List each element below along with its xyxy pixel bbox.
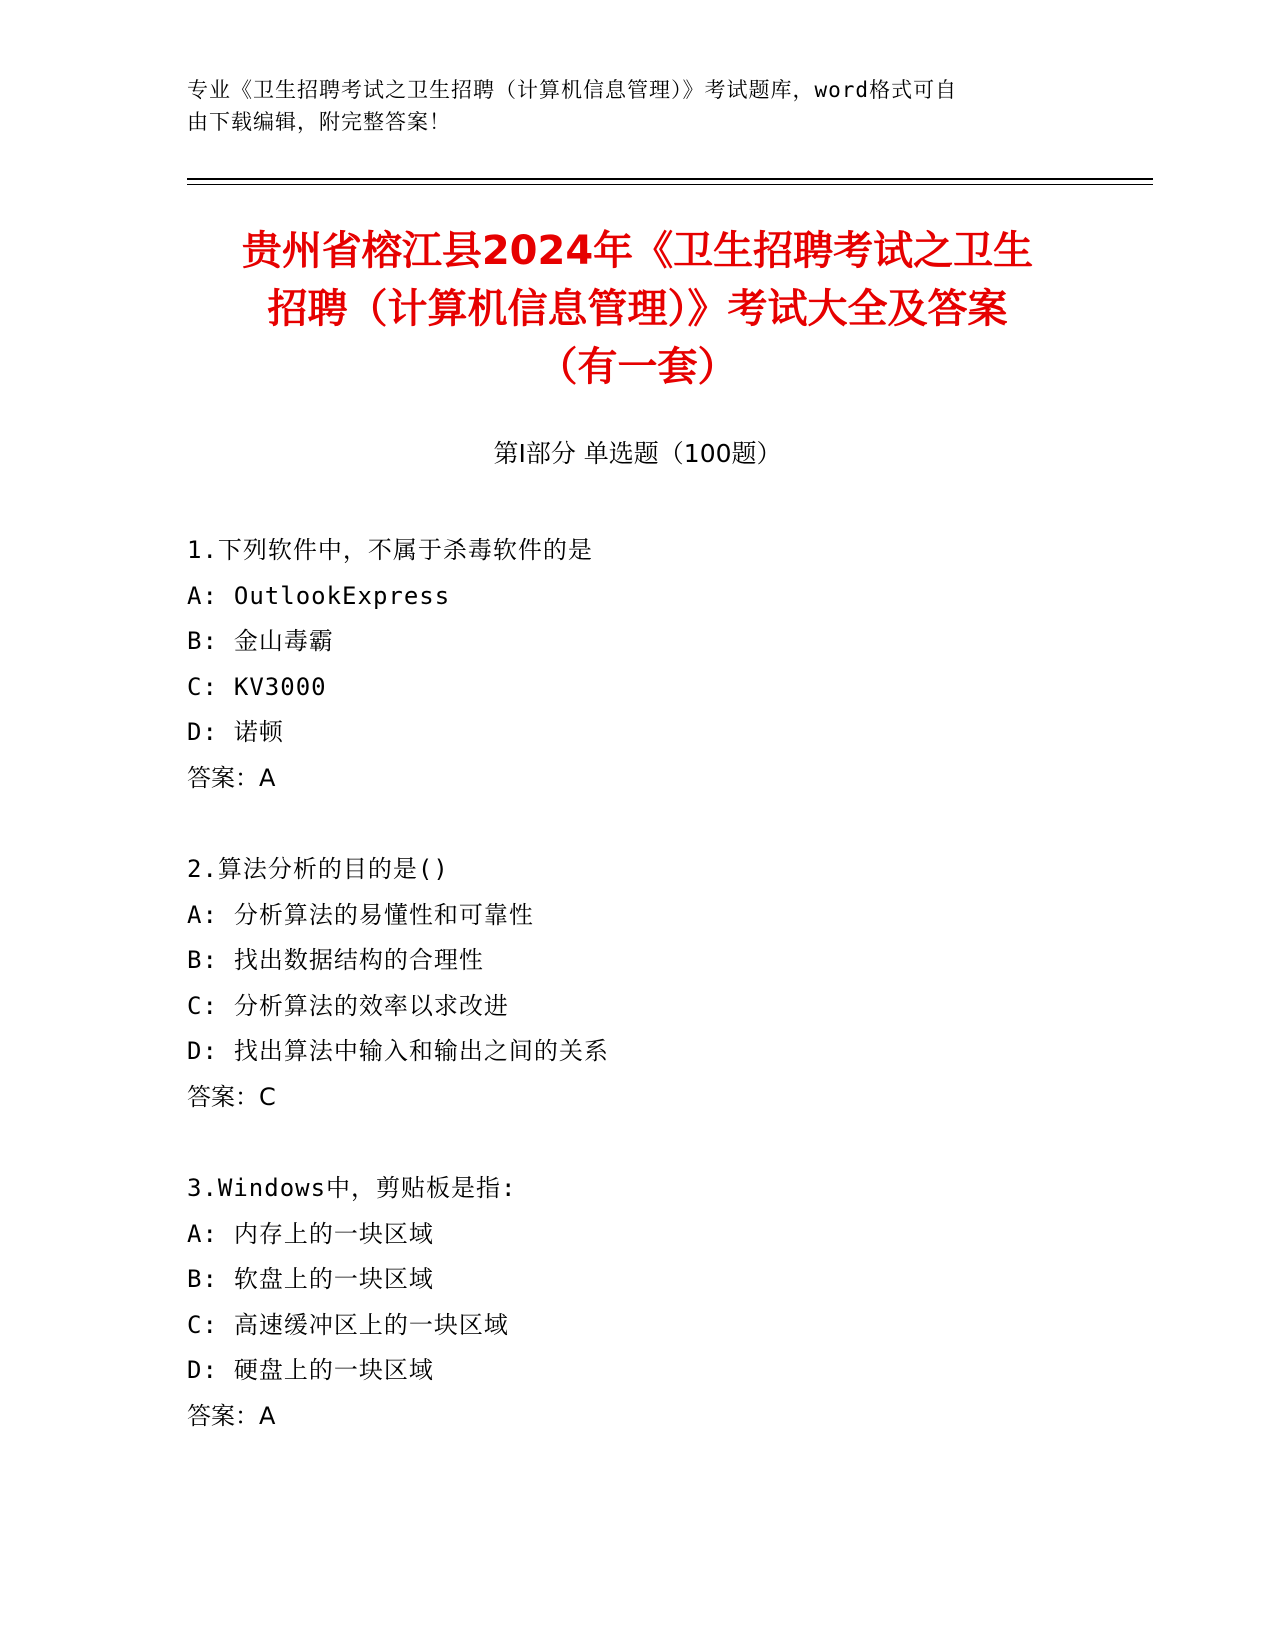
- option-key: D:: [187, 1037, 218, 1065]
- question-list: [187, 528, 1137, 1485]
- header-rule-thick: [187, 178, 1153, 180]
- option-key: B:: [187, 946, 218, 974]
- document-title-line-2: 招聘（计算机信息管理）》考试大全及答案: [267, 286, 1008, 332]
- question-stem: 1.下列软件中，不属于杀毒软件的是: [187, 536, 593, 564]
- option-c: [187, 1303, 1137, 1349]
- option-text: 内存上的一块区域: [233, 1219, 434, 1248]
- option-text: KV3000: [233, 672, 327, 701]
- option-d: [187, 1029, 1137, 1075]
- question-3: [187, 1166, 1137, 1439]
- option-key: A:: [187, 1219, 218, 1248]
- answer-line: 答案：A: [187, 763, 276, 792]
- option-text: 硬盘上的一块区域: [233, 1356, 434, 1384]
- option-d: [187, 710, 1137, 756]
- question-stem: 3.Windows中，剪贴板是指:: [187, 1174, 517, 1202]
- option-b: [187, 619, 1137, 665]
- option-text: OutlookExpress: [233, 581, 451, 610]
- option-key: C:: [187, 1310, 218, 1339]
- option-text: 金山毒霸: [233, 627, 334, 655]
- option-key: A:: [187, 581, 218, 610]
- question-2: [187, 847, 1137, 1120]
- option-key: B:: [187, 627, 218, 655]
- option-key: C:: [187, 991, 218, 1020]
- option-key: B:: [187, 1265, 218, 1293]
- option-key: D:: [187, 718, 218, 746]
- answer-line: 答案：A: [187, 1401, 276, 1430]
- header-note-line-1: 专业《卫生招聘考试之卫生招聘（计算机信息管理）》考试题库，word格式可自: [187, 78, 958, 102]
- option-text: 分析算法的效率以求改进: [233, 991, 509, 1020]
- document-title-line-1: 贵州省榕江县2024年《卫生招聘考试之卫生: [241, 228, 1034, 274]
- option-text: 分析算法的易懂性和可靠性: [233, 900, 534, 929]
- option-text: 高速缓冲区上的一块区域: [233, 1310, 509, 1339]
- option-c: [187, 984, 1137, 1030]
- answer-line: 答案：C: [187, 1082, 276, 1111]
- question-stem: 2.算法分析的目的是(): [187, 855, 449, 883]
- option-c: [187, 665, 1137, 711]
- section-heading: 第Ⅰ部分 单选题（100题）: [493, 439, 782, 468]
- option-key: D:: [187, 1356, 218, 1384]
- option-d: [187, 1348, 1137, 1394]
- question-1: [187, 528, 1137, 801]
- option-a: [187, 574, 1137, 620]
- option-key: C:: [187, 672, 218, 701]
- header-rule-thin: [187, 184, 1153, 185]
- option-text: 找出数据结构的合理性: [233, 946, 484, 974]
- header-note-line-2: 由下载编辑，附完整答案！: [187, 110, 451, 134]
- document-title: [160, 222, 1115, 396]
- document-title-line-3: （有一套）: [537, 344, 738, 390]
- option-b: [187, 1257, 1137, 1303]
- option-b: [187, 938, 1137, 984]
- option-a: [187, 893, 1137, 939]
- option-text: 诺顿: [233, 718, 284, 746]
- option-key: A:: [187, 900, 218, 929]
- option-a: [187, 1212, 1137, 1258]
- option-text: 找出算法中输入和输出之间的关系: [233, 1037, 609, 1065]
- option-text: 软盘上的一块区域: [233, 1265, 434, 1293]
- header-note: [187, 74, 1087, 138]
